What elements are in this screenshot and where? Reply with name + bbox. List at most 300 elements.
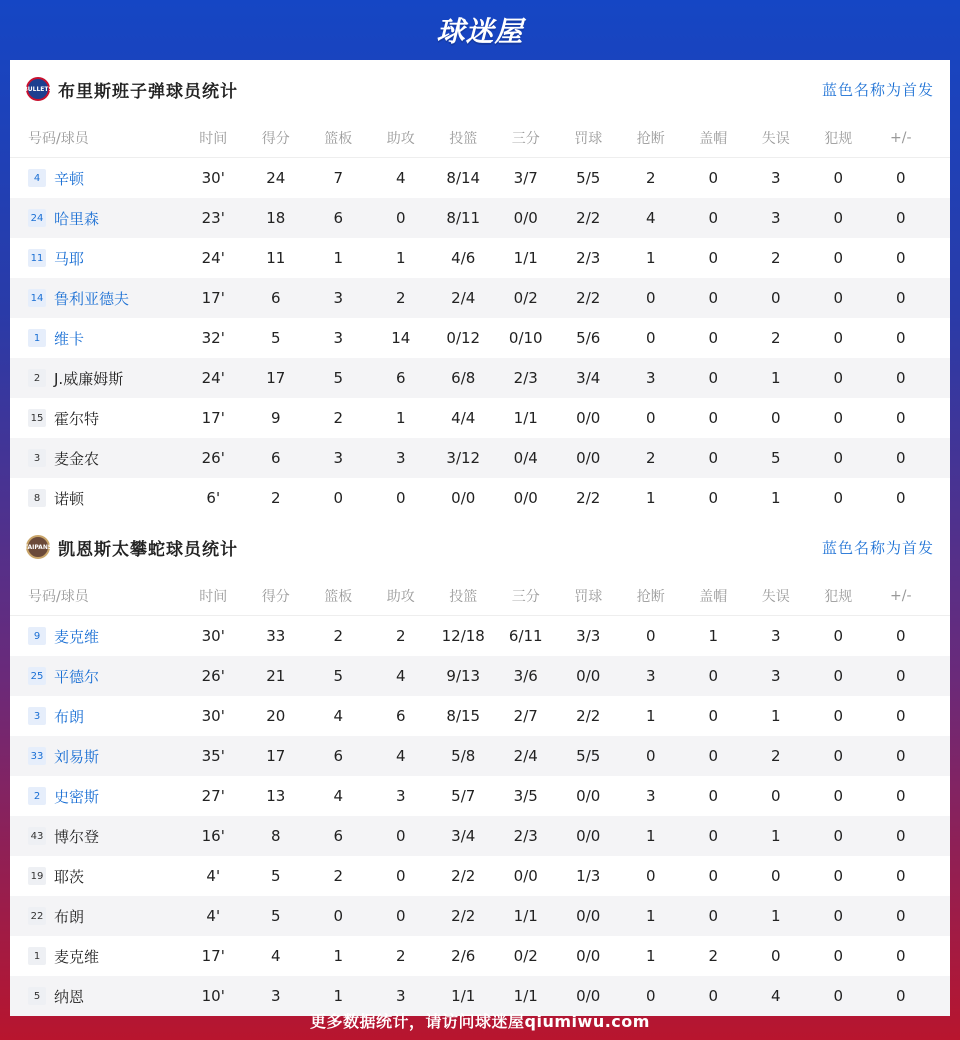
team-title: 凯恩斯太攀蛇球员统计 [58, 539, 238, 560]
player-name[interactable]: 博尔登 [54, 827, 100, 846]
stat-cell: 2 [770, 747, 781, 765]
stat-cell: 6 [333, 209, 344, 227]
stat-cell: 5/5 [576, 169, 601, 187]
stat-cell: 1 [333, 947, 344, 965]
stat-cell: 0 [770, 289, 781, 307]
column-header: 抢断 [636, 130, 665, 147]
column-header: 失误 [761, 588, 790, 605]
player-name[interactable]: 霍尔特 [54, 409, 100, 428]
stat-cell: 17 [266, 369, 286, 387]
stat-cell: 24 [266, 169, 286, 187]
player-row[interactable] [10, 238, 950, 278]
stat-cell: 3 [645, 667, 656, 685]
stat-cell: 0/0 [576, 787, 601, 805]
jersey-number: 1 [28, 329, 46, 347]
stat-cell: 0 [833, 667, 844, 685]
stat-cell: 0 [645, 747, 656, 765]
stat-cell: 17' [201, 947, 225, 965]
stat-cell: 0/0 [576, 827, 601, 845]
stat-cell: 0 [833, 707, 844, 725]
stat-cell: 0 [833, 627, 844, 645]
stat-cell: 6 [270, 449, 281, 467]
player-row[interactable] [10, 278, 950, 318]
stat-cell: 0 [895, 907, 906, 925]
stat-cell: 4 [333, 707, 344, 725]
stat-cell: 4/4 [451, 409, 476, 427]
stat-cell: 0 [895, 947, 906, 965]
stat-cell: 2/2 [576, 289, 601, 307]
stat-cell: 21 [266, 667, 286, 685]
stat-cell: 3 [395, 787, 406, 805]
stat-cell: 30' [201, 627, 225, 645]
column-header: 犯规 [824, 588, 853, 605]
stat-cell: 0 [833, 489, 844, 507]
player-cell [10, 746, 182, 767]
player-row[interactable] [10, 358, 950, 398]
stat-cell: 2/3 [513, 827, 538, 845]
stat-cell: 3/4 [451, 827, 476, 845]
player-name[interactable]: 纳恩 [54, 987, 85, 1006]
player-cell [10, 666, 182, 687]
column-header: 投篮 [449, 588, 478, 605]
player-row[interactable] [10, 438, 950, 478]
stat-cell: 20 [266, 707, 286, 725]
player-name[interactable]: 麦克维 [54, 947, 100, 966]
stat-cell: 0 [895, 329, 906, 347]
stat-cell: 0 [708, 369, 719, 387]
stat-cell: 0 [395, 827, 406, 845]
column-header: 三分 [511, 130, 540, 147]
jersey-number: 2 [28, 787, 46, 805]
player-name[interactable]: 麦金农 [54, 449, 100, 468]
footer-banner[interactable]: 更多数据统计，请访问球迷屋qiumiwu.com [310, 1011, 650, 1031]
stat-cell: 0 [645, 289, 656, 307]
player-row[interactable] [10, 656, 950, 696]
stat-cell: 1/1 [513, 409, 538, 427]
stat-cell: 0 [895, 489, 906, 507]
column-header: 助攻 [386, 130, 415, 147]
stat-cell: 0/2 [513, 947, 538, 965]
player-name[interactable]: 辛顿 [54, 169, 85, 188]
stat-cell: 8/11 [446, 209, 481, 227]
stat-cell: 8/15 [446, 707, 481, 725]
stat-cell: 0 [895, 249, 906, 267]
stats-card [10, 60, 950, 1006]
stat-cell: 0 [708, 409, 719, 427]
stat-cell: 0 [333, 907, 344, 925]
stat-cell: 2 [645, 169, 656, 187]
player-name[interactable]: 鲁利亚德夫 [54, 289, 130, 308]
column-header: 犯规 [824, 130, 853, 147]
stat-cell: 0 [770, 867, 781, 885]
stat-cell: 14 [391, 329, 411, 347]
stat-cell: 0/12 [446, 329, 481, 347]
stat-cell: 2 [333, 627, 344, 645]
stat-cell: 0/0 [576, 449, 601, 467]
column-header: 得分 [261, 130, 290, 147]
stat-cell: 0 [833, 169, 844, 187]
stat-cell: 0 [895, 987, 906, 1005]
stat-cell: 0 [708, 289, 719, 307]
stat-cell: 0 [708, 867, 719, 885]
team-logo-icon: TAIPANS [26, 535, 50, 559]
player-name[interactable]: 维卡 [54, 329, 85, 348]
player-row[interactable] [10, 318, 950, 358]
starter-legend: 蓝色名称为首发 [821, 80, 934, 99]
stat-cell: 0 [833, 249, 844, 267]
stat-cell: 3/6 [513, 667, 538, 685]
stat-cell: 5/7 [451, 787, 476, 805]
player-cell [10, 448, 182, 469]
jersey-number: 22 [28, 907, 46, 925]
stat-cell: 30' [201, 707, 225, 725]
player-name[interactable]: 耶茨 [54, 867, 85, 886]
stat-cell: 0 [833, 369, 844, 387]
player-cell [10, 786, 182, 807]
stat-cell: 3 [395, 987, 406, 1005]
stat-cell: 2/2 [576, 707, 601, 725]
stat-cell: 3/7 [513, 169, 538, 187]
stat-cell: 0 [833, 907, 844, 925]
stat-cell: 0 [895, 787, 906, 805]
player-cell [10, 248, 182, 269]
jersey-number: 19 [28, 867, 46, 885]
jersey-number: 4 [28, 169, 46, 187]
stat-cell: 1/1 [451, 987, 476, 1005]
player-name[interactable]: 布朗 [54, 707, 85, 726]
stat-cell: 0/10 [508, 329, 543, 347]
jersey-number: 3 [28, 449, 46, 467]
jersey-number: 1 [28, 947, 46, 965]
stat-cell: 5 [333, 369, 344, 387]
stat-cell: 0 [833, 449, 844, 467]
column-header: 篮板 [324, 130, 353, 147]
player-name[interactable]: 麦克维 [54, 627, 100, 646]
stat-cell: 2/3 [576, 249, 601, 267]
stat-cell: 6 [395, 369, 406, 387]
player-row[interactable] [10, 896, 950, 936]
stat-cell: 2 [708, 947, 719, 965]
stat-cell: 1 [333, 249, 344, 267]
stat-cell: 0 [895, 627, 906, 645]
team-header-left [23, 535, 238, 560]
team-header [10, 518, 950, 576]
player-row[interactable] [10, 936, 950, 976]
stat-cell: 0/2 [513, 289, 538, 307]
stat-cell: 2/2 [451, 867, 476, 885]
column-header: 时间 [199, 588, 228, 605]
player-row[interactable] [10, 616, 950, 656]
player-row[interactable] [10, 816, 950, 856]
stat-cell: 6 [333, 827, 344, 845]
column-header: 抢断 [636, 588, 665, 605]
brand-logo[interactable]: 球迷屋 [436, 15, 524, 48]
stat-cell: 1 [770, 369, 781, 387]
stat-cell: 33 [266, 627, 286, 645]
stat-cell: 0 [895, 409, 906, 427]
table-header-row [10, 576, 950, 616]
stat-cell: 6 [270, 289, 281, 307]
jersey-number: 14 [28, 289, 46, 307]
stat-cell: 1 [770, 707, 781, 725]
stat-cell: 0 [833, 947, 844, 965]
stat-cell: 2/4 [513, 747, 538, 765]
stat-cell: 8 [270, 827, 281, 845]
stat-cell: 0 [708, 987, 719, 1005]
stat-cell: 17 [266, 747, 286, 765]
stat-cell: 4 [770, 987, 781, 1005]
column-header: +/- [890, 129, 912, 146]
stat-cell: 3 [395, 449, 406, 467]
player-row[interactable] [10, 736, 950, 776]
stat-cell: 1 [770, 489, 781, 507]
stat-cell: 1 [333, 987, 344, 1005]
stat-cell: 4 [270, 947, 281, 965]
stat-cell: 0 [770, 409, 781, 427]
player-row[interactable] [10, 398, 950, 438]
player-cell [10, 626, 182, 647]
stat-cell: 1 [645, 827, 656, 845]
stat-cell: 0 [895, 449, 906, 467]
stat-cell: 3 [645, 369, 656, 387]
stat-cell: 2 [333, 409, 344, 427]
stat-cell: 1 [708, 627, 719, 645]
stat-cell: 24' [201, 249, 225, 267]
player-cell [10, 368, 182, 389]
stat-cell: 2 [645, 449, 656, 467]
stat-cell: 0 [895, 369, 906, 387]
stat-cell: 0 [833, 409, 844, 427]
table-header-row [10, 118, 950, 158]
jersey-number: 5 [28, 987, 46, 1005]
stat-cell: 17' [201, 409, 225, 427]
stat-cell: 0 [708, 209, 719, 227]
stat-cell: 0 [833, 209, 844, 227]
stat-cell: 9/13 [446, 667, 481, 685]
stat-cell: 2/2 [576, 489, 601, 507]
stat-cell: 1 [645, 249, 656, 267]
stat-cell: 3 [770, 627, 781, 645]
column-header: 罚球 [574, 588, 603, 605]
stat-cell: 23' [201, 209, 225, 227]
stat-cell: 0 [708, 707, 719, 725]
player-row[interactable] [10, 776, 950, 816]
stat-cell: 2 [333, 867, 344, 885]
stat-cell: 2/3 [513, 369, 538, 387]
column-header: 三分 [511, 588, 540, 605]
stat-cell: 0/0 [451, 489, 476, 507]
stat-cell: 1/1 [513, 987, 538, 1005]
player-row[interactable] [10, 158, 950, 198]
stat-cell: 4' [206, 907, 221, 925]
stat-cell: 1/3 [576, 867, 601, 885]
player-name[interactable]: 史密斯 [54, 787, 100, 806]
stat-cell: 0 [333, 489, 344, 507]
stat-cell: 1 [395, 409, 406, 427]
stat-cell: 0 [645, 627, 656, 645]
stat-cell: 0/0 [576, 409, 601, 427]
stat-cell: 18 [266, 209, 286, 227]
stat-cell: 0 [708, 489, 719, 507]
stat-cell: 12/18 [441, 627, 485, 645]
stat-cell: 11 [266, 249, 286, 267]
jersey-number: 2 [28, 369, 46, 387]
stat-cell: 0 [395, 907, 406, 925]
player-cell [10, 408, 182, 429]
stat-cell: 4 [333, 787, 344, 805]
stat-cell: 7 [333, 169, 344, 187]
stat-cell: 1 [645, 907, 656, 925]
stat-cell: 0 [895, 867, 906, 885]
stat-cell: 2 [395, 947, 406, 965]
team-section [10, 60, 950, 518]
stat-cell: 0 [708, 667, 719, 685]
player-row[interactable] [10, 856, 950, 896]
stat-cell: 0 [833, 329, 844, 347]
player-name[interactable]: 刘易斯 [54, 747, 100, 766]
player-name[interactable]: 诺顿 [54, 489, 85, 508]
stat-cell: 24' [201, 369, 225, 387]
stat-cell: 30' [201, 169, 225, 187]
stat-cell: 10' [201, 987, 225, 1005]
stat-cell: 0 [833, 787, 844, 805]
stat-cell: 17' [201, 289, 225, 307]
stat-cell: 0 [708, 169, 719, 187]
stat-cell: 0 [708, 907, 719, 925]
column-header: 盖帽 [699, 588, 728, 605]
player-cell [10, 706, 182, 727]
stat-cell: 6 [395, 707, 406, 725]
jersey-number: 33 [28, 747, 46, 765]
jersey-number: 3 [28, 707, 46, 725]
stat-cell: 1 [645, 947, 656, 965]
stat-cell: 5 [333, 667, 344, 685]
column-header: 失误 [761, 130, 790, 147]
column-header: 罚球 [574, 130, 603, 147]
stat-cell: 4 [395, 667, 406, 685]
stat-cell: 5 [270, 907, 281, 925]
stat-cell: 6/11 [508, 627, 543, 645]
stat-cell: 2/2 [576, 209, 601, 227]
stat-cell: 0 [770, 947, 781, 965]
stat-cell: 0 [708, 827, 719, 845]
stat-cell: 3 [645, 787, 656, 805]
stat-cell: 2 [395, 627, 406, 645]
stat-cell: 3 [770, 667, 781, 685]
column-header: 盖帽 [699, 130, 728, 147]
team-header [10, 60, 950, 118]
jersey-number: 43 [28, 827, 46, 845]
player-cell [10, 208, 182, 229]
stat-cell: 4/6 [451, 249, 476, 267]
player-name[interactable]: 哈里森 [54, 209, 100, 228]
player-cell [10, 288, 182, 309]
player-name[interactable]: 布朗 [54, 907, 85, 926]
stat-cell: 0/0 [576, 987, 601, 1005]
stat-cell: 1/1 [513, 907, 538, 925]
player-row[interactable] [10, 198, 950, 238]
player-name[interactable]: 马耶 [54, 249, 85, 268]
team-logo-icon: BULLETS [26, 77, 50, 101]
team-section [10, 518, 950, 1016]
stat-cell: 6' [206, 489, 221, 507]
stat-cell: 0/4 [513, 449, 538, 467]
player-cell [10, 866, 182, 887]
stat-cell: 2/2 [451, 907, 476, 925]
stat-cell: 3 [333, 329, 344, 347]
stat-cell: 0/0 [576, 907, 601, 925]
stat-cell: 0 [708, 747, 719, 765]
column-header: +/- [890, 587, 912, 604]
stat-cell: 2/4 [451, 289, 476, 307]
stat-cell: 0/0 [513, 489, 538, 507]
player-cell [10, 168, 182, 189]
stat-cell: 3/5 [513, 787, 538, 805]
stat-cell: 5/8 [451, 747, 476, 765]
stat-cell: 0 [395, 867, 406, 885]
player-name[interactable]: J.威廉姆斯 [54, 369, 124, 388]
stat-cell: 0 [895, 827, 906, 845]
stat-cell: 3/4 [576, 369, 601, 387]
stat-cell: 0 [645, 987, 656, 1005]
stat-cell: 0 [708, 329, 719, 347]
stat-cell: 0 [645, 867, 656, 885]
stat-cell: 0 [895, 747, 906, 765]
stat-cell: 0 [645, 409, 656, 427]
player-row[interactable] [10, 696, 950, 736]
stat-cell: 4 [395, 747, 406, 765]
stat-cell: 4 [645, 209, 656, 227]
column-header: 时间 [199, 130, 228, 147]
stat-cell: 0 [833, 289, 844, 307]
stat-cell: 2 [270, 489, 281, 507]
stat-cell: 2/6 [451, 947, 476, 965]
stat-cell: 0 [395, 209, 406, 227]
stat-cell: 0 [708, 249, 719, 267]
stat-cell: 1 [645, 489, 656, 507]
jersey-number: 15 [28, 409, 46, 427]
team-header-left [23, 77, 238, 102]
jersey-number: 24 [28, 209, 46, 227]
player-cell [10, 826, 182, 847]
stat-cell: 1 [645, 707, 656, 725]
stat-cell: 2/7 [513, 707, 538, 725]
stat-cell: 3 [770, 209, 781, 227]
player-name[interactable]: 平德尔 [54, 667, 100, 686]
stat-cell: 0/0 [513, 867, 538, 885]
stat-cell: 8/14 [446, 169, 481, 187]
player-cell [10, 906, 182, 927]
brand-header [0, 0, 960, 60]
stat-cell: 0/0 [576, 667, 601, 685]
player-cell [10, 488, 182, 509]
stat-cell: 26' [201, 449, 225, 467]
stat-cell: 4 [395, 169, 406, 187]
team-title: 布里斯班子弹球员统计 [58, 81, 238, 102]
stat-cell: 0/0 [513, 209, 538, 227]
stat-cell: 0 [395, 489, 406, 507]
player-row[interactable] [10, 478, 950, 518]
stat-cell: 2 [770, 249, 781, 267]
column-header: 投篮 [449, 130, 478, 147]
jersey-number: 11 [28, 249, 46, 267]
stat-cell: 2 [770, 329, 781, 347]
stat-cell: 3/12 [446, 449, 481, 467]
stat-cell: 1 [770, 907, 781, 925]
stat-cell: 0 [770, 787, 781, 805]
column-header: 得分 [261, 588, 290, 605]
stat-cell: 27' [201, 787, 225, 805]
